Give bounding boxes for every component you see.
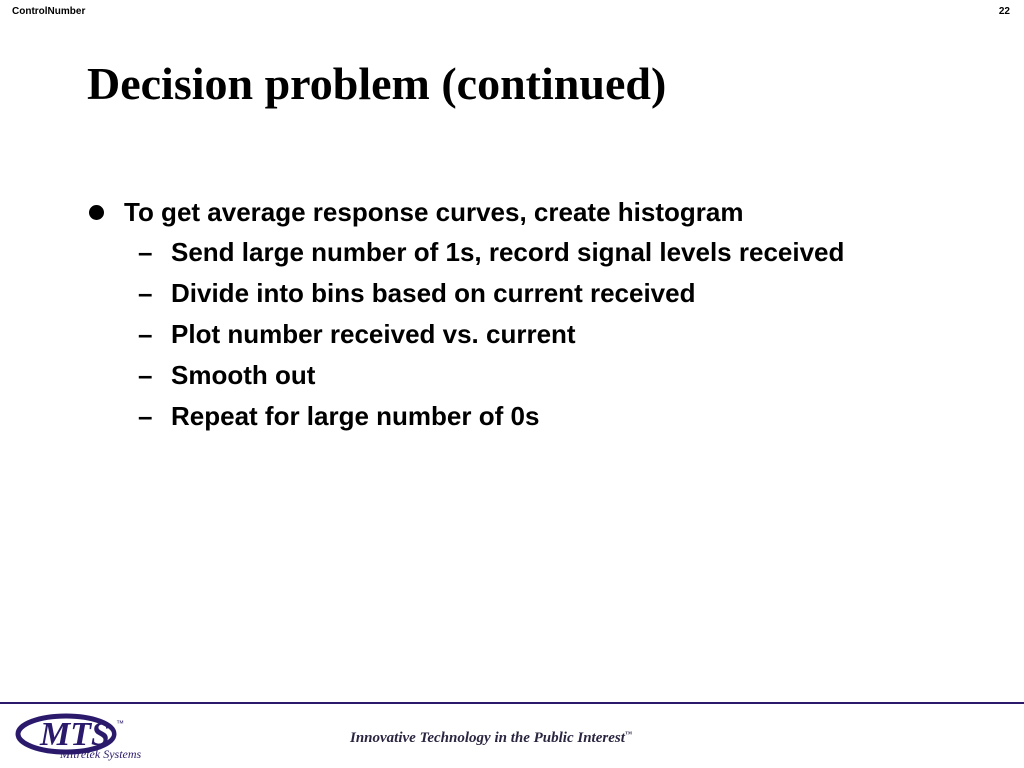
footer-divider	[0, 702, 1024, 704]
dash-icon: –	[138, 401, 153, 431]
sub-bullet-text: Plot number received vs. current	[171, 319, 576, 349]
dash-icon: –	[138, 278, 153, 308]
logo-mark: MTS	[40, 716, 110, 753]
bullet-list	[88, 192, 988, 437]
sub-bullet-text: Repeat for large number of 0s	[171, 401, 540, 431]
tagline-tm: ™	[624, 730, 632, 738]
logo-tm: ™	[116, 719, 124, 728]
sub-bullet-item	[88, 232, 988, 273]
footer-tagline	[350, 730, 632, 747]
mts-logo	[14, 708, 164, 764]
tagline-text: Innovative Technology in the Public Interest	[350, 730, 625, 746]
sub-bullet-text: Send large number of 1s, record signal levels received	[171, 237, 845, 267]
sub-bullet-text: Divide into bins based on current received	[171, 278, 696, 308]
sub-bullet-item	[88, 396, 988, 437]
bullet-item	[88, 192, 988, 232]
sub-bullet-text: Smooth out	[171, 360, 316, 390]
dash-icon: –	[138, 360, 153, 390]
sub-bullet-item	[88, 355, 988, 396]
sub-bullet-item	[88, 273, 988, 314]
sub-bullet-item	[88, 314, 988, 355]
logo-subtitle: Mitretek Systems	[60, 747, 142, 761]
bullet-text: To get average response curves, create histogram	[124, 196, 744, 227]
bullet-dot-icon	[89, 205, 104, 220]
slide-title: Decision problem (continued)	[87, 58, 667, 109]
slide-number: 22	[998, 6, 1010, 17]
header-control-number: ControlNumber	[12, 6, 86, 17]
dash-icon: –	[138, 319, 153, 349]
dash-icon: –	[138, 237, 153, 267]
